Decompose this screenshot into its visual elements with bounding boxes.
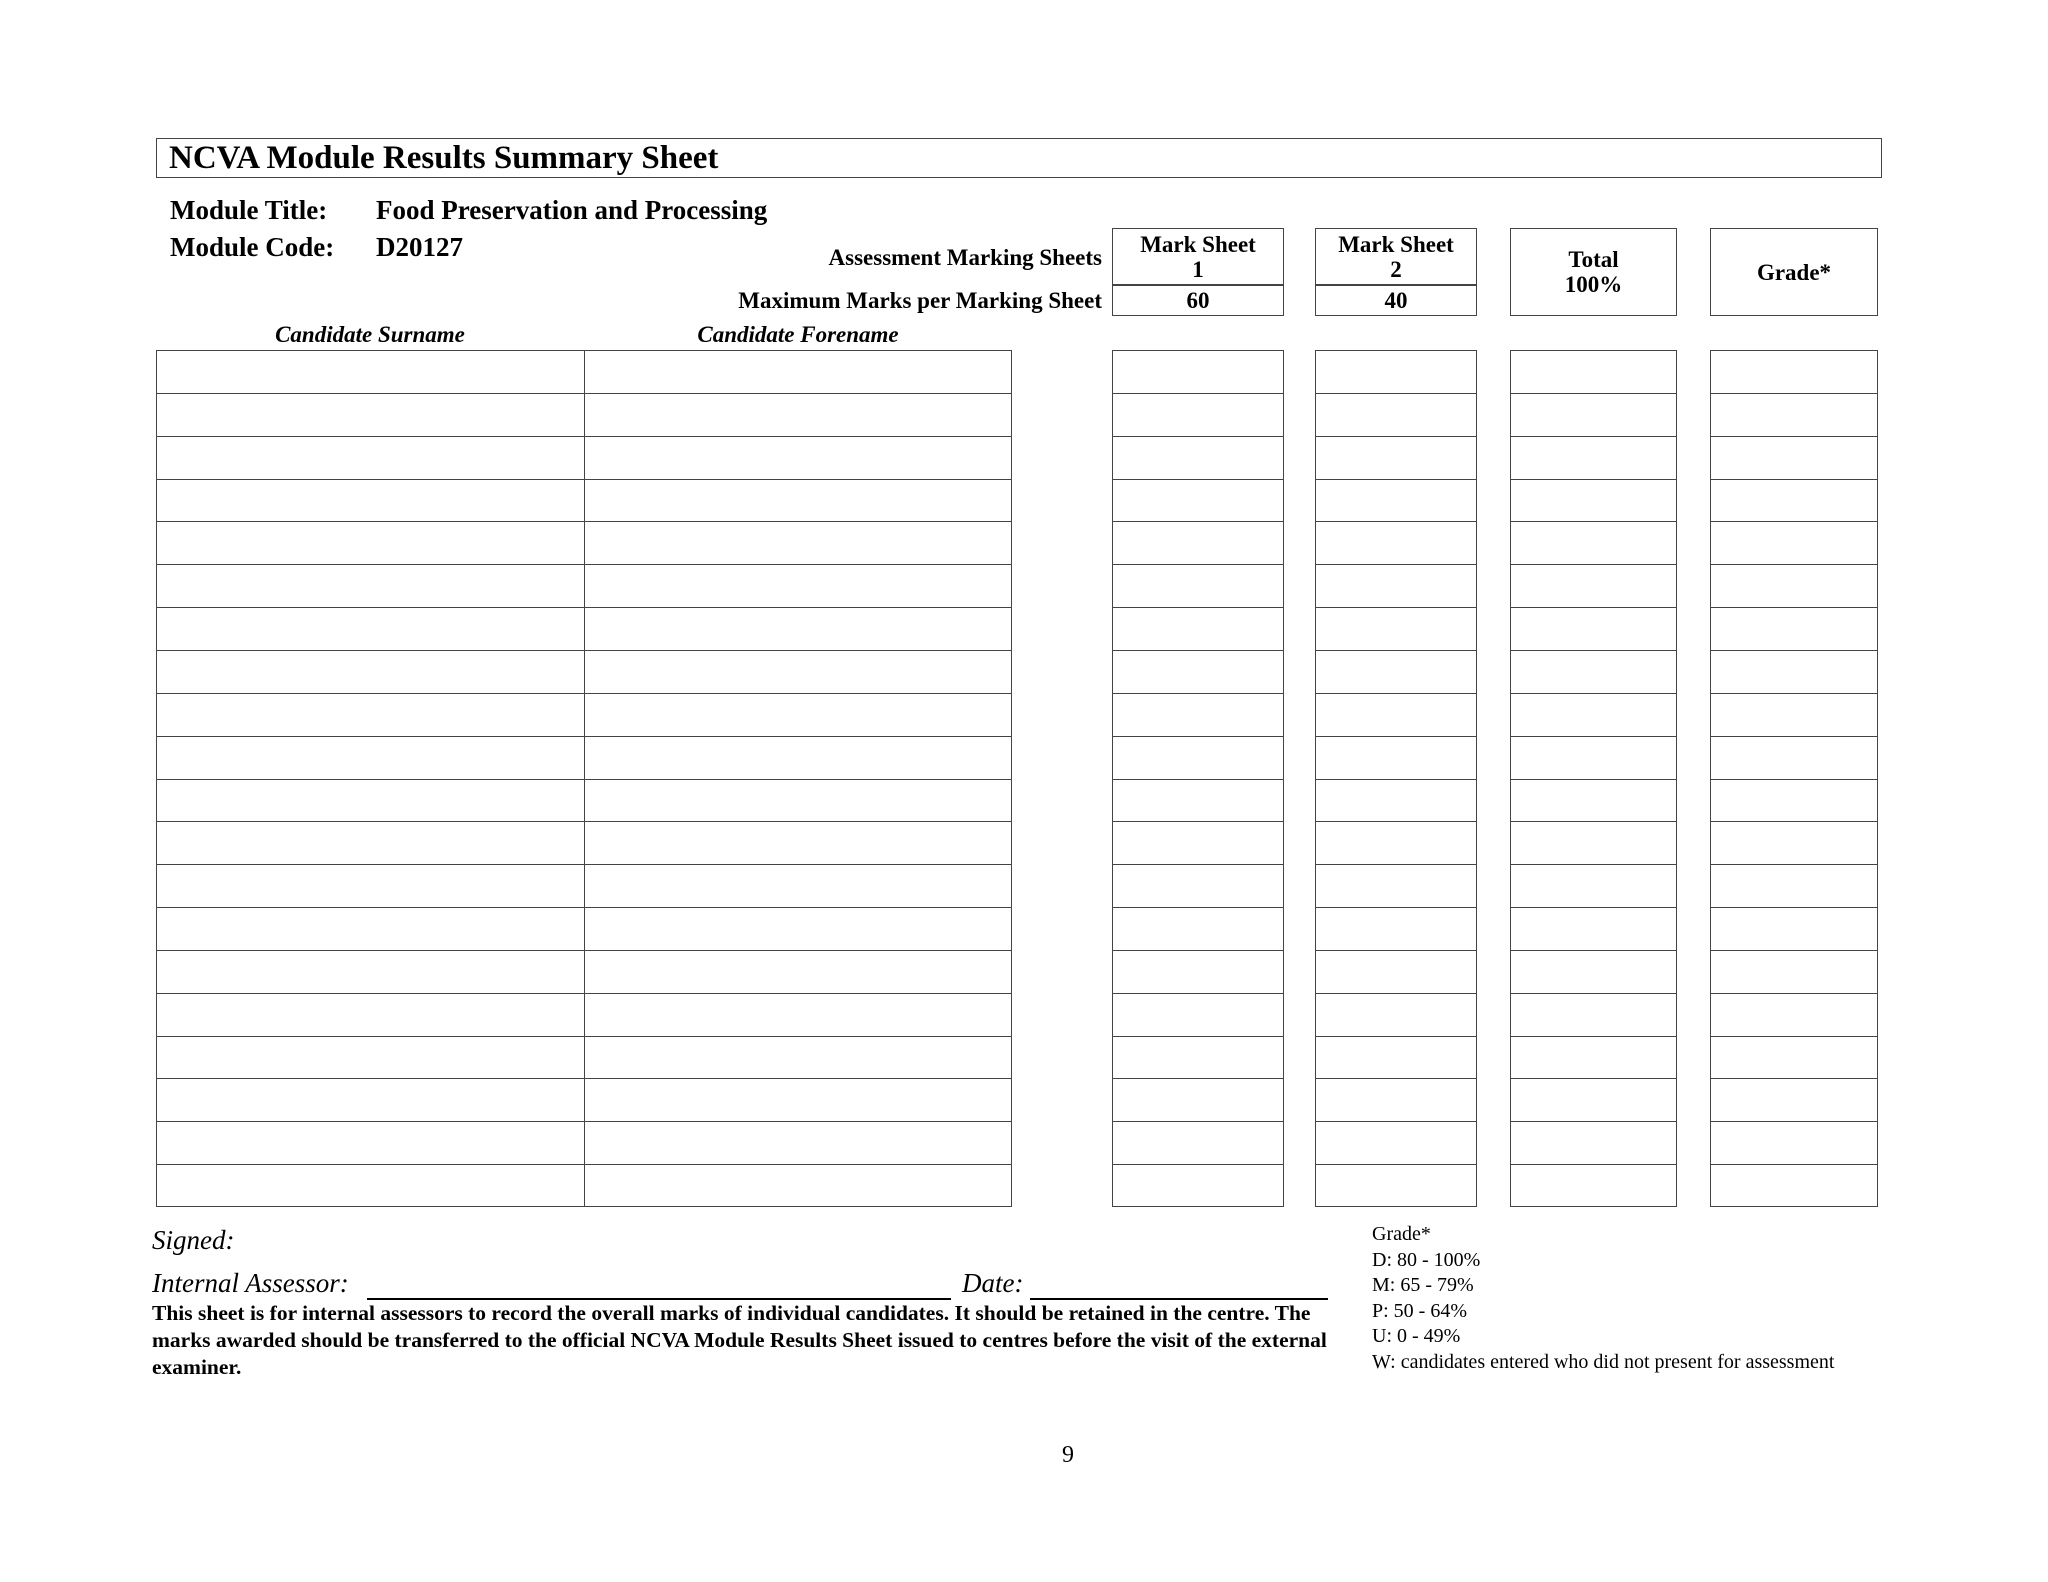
table-row[interactable] xyxy=(1510,564,1677,565)
table-row[interactable] xyxy=(1315,1078,1477,1079)
table-row[interactable] xyxy=(1112,693,1284,694)
table-row[interactable] xyxy=(1710,393,1878,394)
module-title-label: Module Title: xyxy=(170,195,328,225)
candidate-surname-heading: Candidate Surname xyxy=(275,322,465,347)
table-row[interactable] xyxy=(156,1078,1012,1079)
table-row[interactable] xyxy=(1112,479,1284,480)
table-row[interactable] xyxy=(1112,1121,1284,1122)
table-row[interactable] xyxy=(1710,907,1878,908)
table-row[interactable] xyxy=(156,693,1012,694)
module-code-value: D20127 xyxy=(376,232,463,262)
table-row[interactable] xyxy=(1112,393,1284,394)
table-row[interactable] xyxy=(1710,993,1878,994)
table-row[interactable] xyxy=(1315,950,1477,951)
table-row[interactable] xyxy=(1112,1078,1284,1079)
mark-sheet-2-line1: Mark Sheet xyxy=(1338,232,1454,257)
table-row[interactable] xyxy=(156,650,1012,651)
table-row[interactable] xyxy=(1710,693,1878,694)
table-row[interactable] xyxy=(1510,736,1677,737)
grade-key-w: W: candidates entered who did not present for assessment xyxy=(1372,1350,1835,1373)
table-row[interactable] xyxy=(156,607,1012,608)
table-row[interactable] xyxy=(1710,864,1878,865)
mark-sheet-2-max: 40 xyxy=(1315,284,1477,316)
table-row[interactable] xyxy=(1710,821,1878,822)
mark-sheet-1-line2: 1 xyxy=(1192,257,1204,282)
table-row[interactable] xyxy=(156,821,1012,822)
table-row[interactable] xyxy=(1112,993,1284,994)
table-row[interactable] xyxy=(1510,1121,1677,1122)
internal-assessor-label: Internal Assessor: xyxy=(152,1268,349,1298)
table-row[interactable] xyxy=(1315,821,1477,822)
grade-key xyxy=(1372,1222,1834,1375)
signed-label: Signed: xyxy=(152,1225,235,1255)
instruction-note: This sheet is for internal assessors to record the overall marks of individual candidates. It should be retained in the centre. The marks awarded should be transferred to the official NCVA Module Results Sheet issued to centres before the visit of the external examiner. xyxy=(152,1301,1327,1379)
table-row[interactable] xyxy=(1510,393,1677,394)
table-row[interactable] xyxy=(1112,779,1284,780)
module-code-label: Module Code: xyxy=(170,232,335,262)
table-row[interactable] xyxy=(1710,1121,1878,1122)
table-row[interactable] xyxy=(1510,1036,1677,1037)
table-row[interactable] xyxy=(1710,521,1878,522)
candidate-forename-heading: Candidate Forename xyxy=(697,322,899,347)
table-row[interactable] xyxy=(1510,479,1677,480)
table-row[interactable] xyxy=(1112,436,1284,437)
assessment-marking-sheets-label: Assessment Marking Sheets xyxy=(828,245,1102,270)
table-row[interactable] xyxy=(1315,693,1477,694)
grade-key-u: U: 0 - 49% xyxy=(1372,1325,1461,1347)
table-row[interactable] xyxy=(156,479,1012,480)
table-row[interactable] xyxy=(156,907,1012,908)
table-row[interactable] xyxy=(1112,821,1284,822)
grade-key-heading: Grade* xyxy=(1372,1223,1431,1245)
table-row[interactable] xyxy=(1112,736,1284,737)
mark-sheet-2-line2: 2 xyxy=(1390,257,1402,282)
mark-sheet-1-line1: Mark Sheet xyxy=(1140,232,1256,257)
table-row[interactable] xyxy=(1315,993,1477,994)
grade-key-m: M: 65 - 79% xyxy=(1372,1274,1474,1296)
table-row[interactable] xyxy=(156,1121,1012,1122)
table-row[interactable] xyxy=(1510,950,1677,951)
table-row[interactable] xyxy=(1710,1036,1878,1037)
table-row[interactable] xyxy=(1112,1164,1284,1165)
table-row[interactable] xyxy=(1710,1078,1878,1079)
maximum-marks-label: Maximum Marks per Marking Sheet xyxy=(738,288,1102,313)
table-row[interactable] xyxy=(1112,864,1284,865)
table-row[interactable] xyxy=(1315,479,1477,480)
table-row[interactable] xyxy=(1315,779,1477,780)
table-row[interactable] xyxy=(1112,650,1284,651)
module-title-value: Food Preservation and Processing xyxy=(376,195,768,225)
table-row[interactable] xyxy=(1510,521,1677,522)
table-row[interactable] xyxy=(1710,1164,1878,1165)
mark-sheet-1-max: 60 xyxy=(1112,284,1284,316)
grade-key-p: P: 50 - 64% xyxy=(1372,1299,1467,1322)
table-row[interactable] xyxy=(1112,1036,1284,1037)
table-row[interactable] xyxy=(1510,436,1677,437)
table-row[interactable] xyxy=(156,736,1012,737)
table-row[interactable] xyxy=(1315,864,1477,865)
table-row[interactable] xyxy=(1710,436,1878,437)
total-header xyxy=(1510,228,1677,316)
grade-key-d: D: 80 - 100% xyxy=(1372,1248,1481,1271)
table-row[interactable] xyxy=(1510,907,1677,908)
date-label: Date: xyxy=(962,1268,1024,1298)
table-row[interactable] xyxy=(1315,607,1477,608)
table-row[interactable] xyxy=(1710,650,1878,651)
table-row[interactable] xyxy=(1510,650,1677,651)
table-row[interactable] xyxy=(1510,779,1677,780)
table-row[interactable] xyxy=(1112,907,1284,908)
table-row[interactable] xyxy=(1112,950,1284,951)
grade-header: Grade* xyxy=(1710,228,1878,316)
table-row[interactable] xyxy=(1315,436,1477,437)
page-number: 9 xyxy=(1062,1442,1074,1468)
table-row[interactable] xyxy=(156,564,1012,565)
table-row[interactable] xyxy=(1315,1121,1477,1122)
table-row[interactable] xyxy=(1510,864,1677,865)
mark-sheet-1-header xyxy=(1112,228,1284,286)
table-row[interactable] xyxy=(1315,564,1477,565)
mark-sheet-2-header xyxy=(1315,228,1477,286)
table-row[interactable] xyxy=(1510,1078,1677,1079)
table-row[interactable] xyxy=(1710,564,1878,565)
table-row[interactable] xyxy=(1510,607,1677,608)
table-row[interactable] xyxy=(156,521,1012,522)
table-row[interactable] xyxy=(156,993,1012,994)
table-row[interactable] xyxy=(156,1164,1012,1165)
table-row[interactable] xyxy=(1510,993,1677,994)
table-row[interactable] xyxy=(156,950,1012,951)
table-row[interactable] xyxy=(1315,1164,1477,1165)
table-row[interactable] xyxy=(1510,693,1677,694)
table-row[interactable] xyxy=(1315,650,1477,651)
table-row[interactable] xyxy=(156,864,1012,865)
table-row[interactable] xyxy=(1710,607,1878,608)
total-line2: 100% xyxy=(1564,272,1623,297)
table-row[interactable] xyxy=(1112,521,1284,522)
table-row[interactable] xyxy=(156,436,1012,437)
table-row[interactable] xyxy=(1510,821,1677,822)
table-row[interactable] xyxy=(156,779,1012,780)
table-row[interactable] xyxy=(1315,1036,1477,1037)
table-row[interactable] xyxy=(1710,950,1878,951)
page-title: NCVA Module Results Summary Sheet xyxy=(156,138,1882,178)
table-row[interactable] xyxy=(1710,779,1878,780)
table-row[interactable] xyxy=(156,393,1012,394)
table-row[interactable] xyxy=(1112,564,1284,565)
table-row[interactable] xyxy=(1315,393,1477,394)
table-row[interactable] xyxy=(1710,479,1878,480)
table-row[interactable] xyxy=(1315,907,1477,908)
table-row[interactable] xyxy=(1112,607,1284,608)
table-row[interactable] xyxy=(1510,1164,1677,1165)
total-line1: Total xyxy=(1568,247,1619,272)
table-row[interactable] xyxy=(1315,521,1477,522)
table-row[interactable] xyxy=(1315,736,1477,737)
table-row[interactable] xyxy=(156,1036,1012,1037)
table-row[interactable] xyxy=(1710,736,1878,737)
